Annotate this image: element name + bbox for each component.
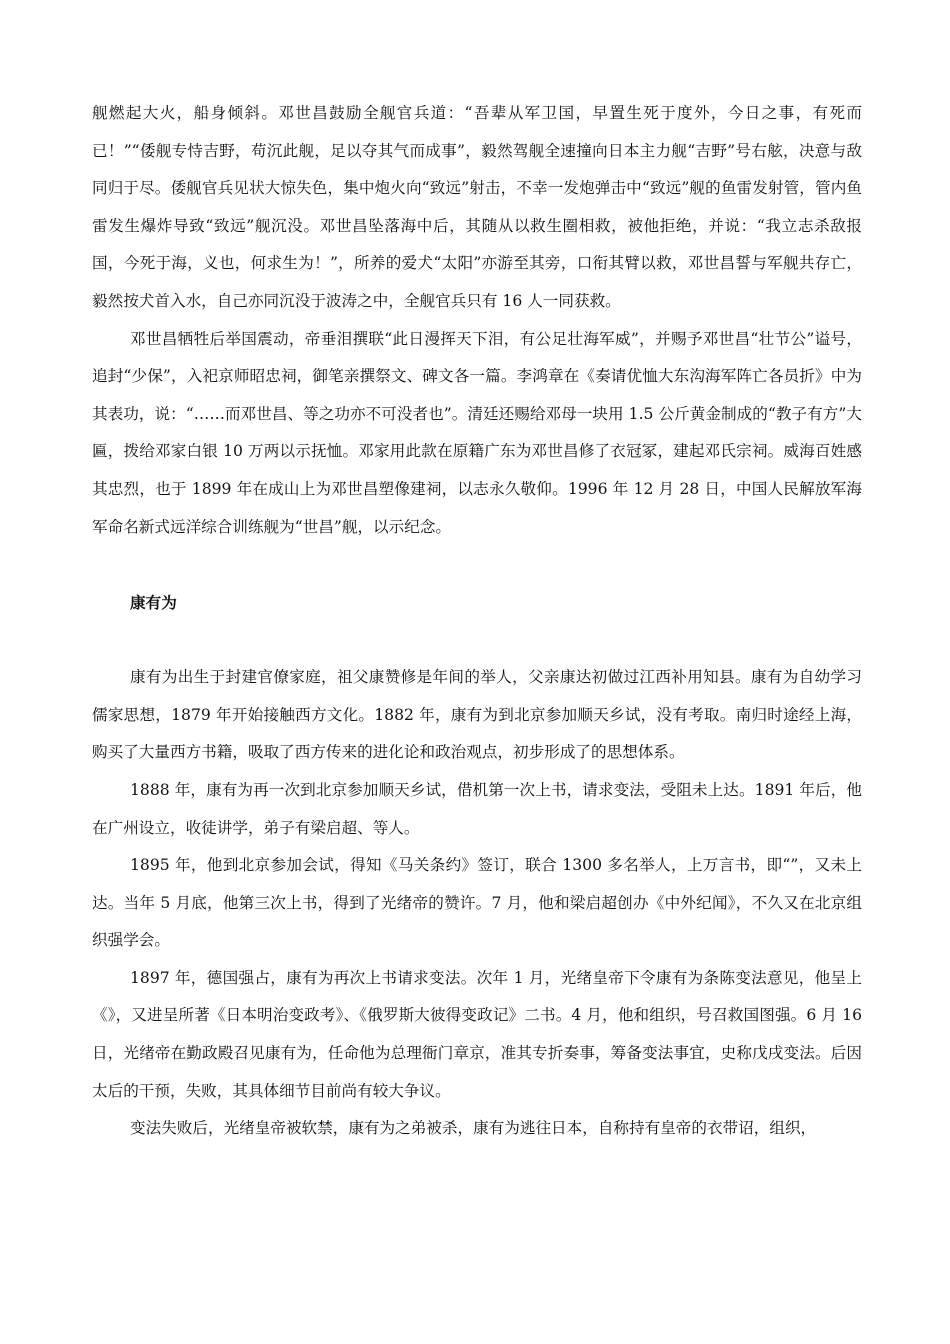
section-heading-block — [92, 546, 862, 659]
section-heading: 康有为 — [130, 592, 177, 612]
paragraph-kang-youwei-early-life: 康有为出生于封建官僚家庭，祖父康赞修是年间的举人，父亲康达初做过江西补用知县。康有为自幼学习儒家思想，1879 年开始接触西方文化。1882 年，康有为到北京参加顺天乡试，没有考取。南归时途经上海，购买了大量西方书籍，吸取了西方传来的进化论和政治观点，初步形成了的思想体系。 — [92, 668, 862, 762]
paragraph-kang-youwei-1897: 1897 年，德国强占，康有为再次上书请求变法。次年 1 月，光绪皇帝下令康有为条陈变法意见，他呈上《》，又进呈所著《日本明治变政考》、《俄罗斯大彼得变政记》二书。4 月，他和组织，号召救国图强。6 月 16 日，光绪帝在勤政殿召见康有为，任命他为总理衙门章京，准其专折奏事，筹备变法事宜，史称戊戌变法。后因太后的干预，失败，其具体细节目前尚有较大争议。 — [92, 968, 862, 1100]
paragraph-kang-youwei-1888: 1888 年，康有为再一次到北京参加顺天乡试，借机第一次上书，请求变法，受阻未上达。1891 年后，他在广州设立，收徒讲学，弟子有梁启超、等人。 — [92, 780, 862, 837]
paragraph-kang-youwei-exile: 变法失败后，光绪皇帝被软禁，康有为之弟被杀，康有为逃往日本，自称持有皇帝的衣带诏，组织， — [130, 1119, 817, 1138]
document-body — [92, 95, 862, 1148]
paragraph-kang-youwei-1895: 1895 年，他到北京参加会试，得知《马关条约》签订，联合 1300 多名举人，上万言书，即“”，又未上达。当年 5 月底，他第三次上书，得到了光绪帝的赞许。7 月，他和梁启超创办《中外纪闻》，不久又在北京组织强学会。 — [92, 856, 862, 950]
paragraph-deng-shichang-sinking: 舰燃起大火，船身倾斜。邓世昌鼓励全舰官兵道：“吾辈从军卫国，早置生死于度外，今日之事，有死而已！”“倭舰专恃吉野，苟沉此舰，足以夺其气而成事”，毅然驾舰全速撞向日本主力舰“吉野”号右舷，决意与敌同归于尽。倭舰官兵见状大惊失色，集中炮火向“致远”射击，不幸一发炮弹击中“致远”舰的鱼雷发射管，管内鱼雷发生爆炸导致“致远”舰沉没。邓世昌坠落海中后，其随从以救生圈相救，被他拒绝，并说：“我立志杀敌报国，今死于海，义也，何求生为！”，所养的爱犬“太阳”亦游至其旁，口衔其臂以救，邓世昌誓与军舰共存亡，毅然按犬首入水，自己亦同沉没于波涛之中，全舰官兵只有 16 人一同获救。 — [92, 104, 862, 310]
paragraph-deng-shichang-honors: 邓世昌牺牲后举国震动，帝垂泪撰联“此日漫挥天下泪，有公足壮海军威”，并赐予邓世昌“壮节公”谥号，追封“少保”，入祀京师昭忠祠，御笔亲撰祭文、碑文各一篇。李鸿章在《奏请优恤大东沟海军阵亡各员折》中为其表功，说：“……而邓世昌、等之功亦不可没者也”。清廷还赐给邓母一块用 1.5 公斤黄金制成的“教子有方”大匾，拨给邓家白银 10 万两以示抚恤。邓家用此款在原籍广东为邓世昌修了衣冠冢，建起邓氏宗祠。威海百姓感其忠烈，也于 1899 年在成山上为邓世昌塑像建祠，以志永久敬仰。1996 年 12 月 28 日，中国人民解放军海军命名新式远洋综合训练舰为“世昌”舰，以示纪念。 — [92, 329, 862, 536]
